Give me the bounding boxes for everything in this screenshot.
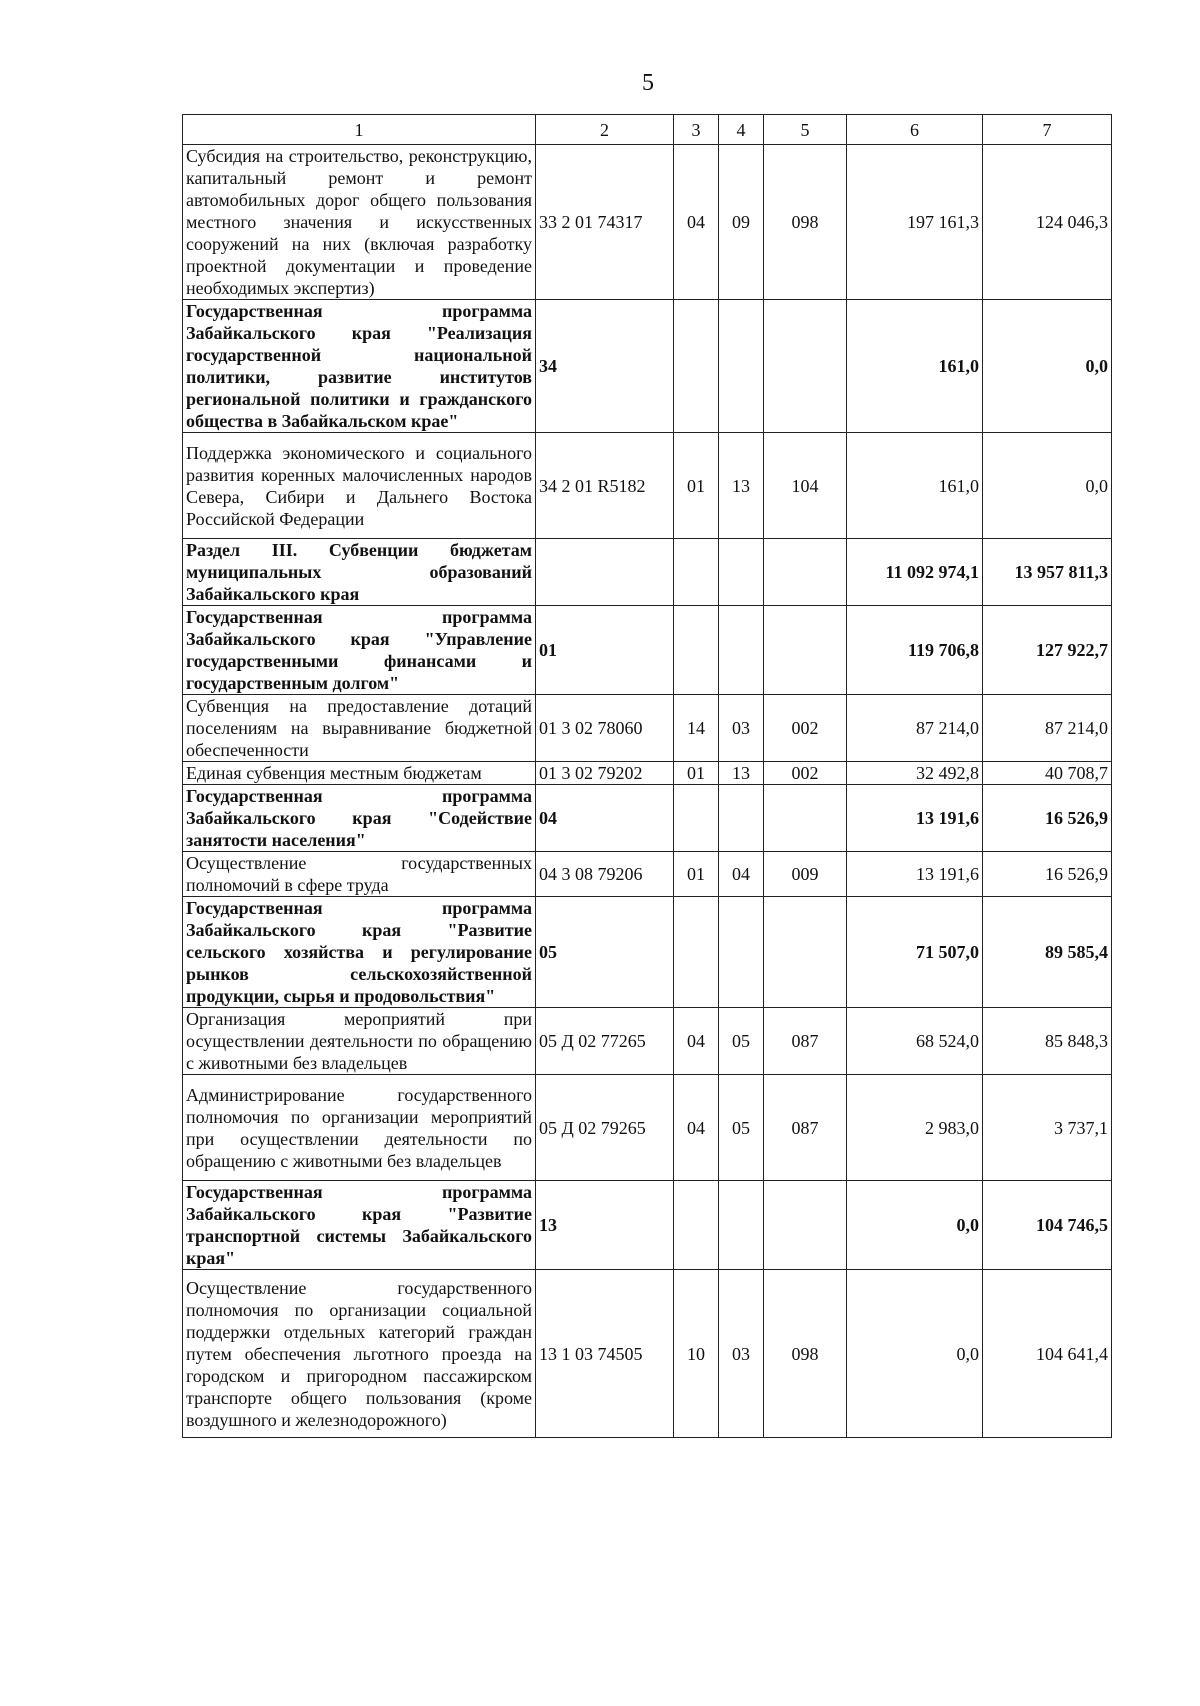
row-subsection: 03 [719,1270,764,1438]
row-sum-year2: 13 957 811,3 [983,539,1112,606]
row-expense-type [764,539,847,606]
row-code [536,539,674,606]
row-expense-type [764,300,847,433]
row-expense-type: 002 [764,762,847,785]
table-row [183,785,1112,852]
row-expense-type: 009 [764,852,847,897]
row-sum-year2: 104 746,5 [983,1181,1112,1270]
row-section: 04 [674,1075,719,1181]
row-name: Государственная программа Забайкальского края "Управление государственными финансами и государственным долгом" [183,606,536,695]
row-subsection [719,1181,764,1270]
table-row [183,1075,1112,1181]
row-sum-year2: 0,0 [983,300,1112,433]
table-row [183,897,1112,1008]
table-row [183,1270,1112,1438]
header-col-5: 5 [764,115,847,145]
table-row [183,433,1112,539]
header-col-2: 2 [536,115,674,145]
row-section [674,300,719,433]
row-subsection: 03 [719,695,764,762]
row-sum-year2: 85 848,3 [983,1008,1112,1075]
header-col-6: 6 [847,115,983,145]
row-sum-year1: 68 524,0 [847,1008,983,1075]
row-sum-year1: 161,0 [847,300,983,433]
row-name: Организация мероприятий при осуществлении деятельности по обращению с животными без владельцев [183,1008,536,1075]
row-code: 04 3 08 79206 [536,852,674,897]
row-sum-year2: 16 526,9 [983,785,1112,852]
table-row [183,1008,1112,1075]
row-sum-year1: 32 492,8 [847,762,983,785]
header-col-4: 4 [719,115,764,145]
row-sum-year1: 197 161,3 [847,145,983,300]
page-number: 5 [642,70,654,96]
row-code: 13 1 03 74505 [536,1270,674,1438]
row-code: 33 2 01 74317 [536,145,674,300]
row-expense-type: 087 [764,1075,847,1181]
row-subsection: 04 [719,852,764,897]
row-code: 01 3 02 78060 [536,695,674,762]
row-sum-year2: 16 526,9 [983,852,1112,897]
row-name: Раздел III. Субвенции бюджетам муниципальных образований Забайкальского края [183,539,536,606]
row-expense-type [764,606,847,695]
row-name: Государственная программа Забайкальского края "Содействие занятости населения" [183,785,536,852]
row-name: Субсидия на строительство, реконструкцию, капитальный ремонт и ремонт автомобильных дорог общего пользования местного значения и искусственных сооружений на них (включая разработку проектной документации и проведение необходимых экспертиз) [183,145,536,300]
row-sum-year2: 104 641,4 [983,1270,1112,1438]
row-name: Субвенция на предоставление дотаций поселениям на выравнивание бюджетной обеспеченности [183,695,536,762]
header-col-3: 3 [674,115,719,145]
table-row [183,1181,1112,1270]
row-sum-year1: 119 706,8 [847,606,983,695]
row-section: 01 [674,852,719,897]
row-expense-type [764,897,847,1008]
row-name: Осуществление государственного полномочия по организации социальной поддержки отдельных категорий граждан путем обеспечения льготного проезда на городском и пригородном пассажирском транспорте общего пользования (кроме воздушного и железнодорожного) [183,1270,536,1438]
row-code: 05 Д 02 77265 [536,1008,674,1075]
row-code: 05 [536,897,674,1008]
table-row [183,852,1112,897]
row-name: Администрирование государственного полномочия по организации мероприятий при осуществлении деятельности по обращению с животными без владельцев [183,1075,536,1181]
row-sum-year2: 40 708,7 [983,762,1112,785]
row-expense-type: 104 [764,433,847,539]
row-sum-year1: 87 214,0 [847,695,983,762]
row-sum-year1: 13 191,6 [847,785,983,852]
row-code: 04 [536,785,674,852]
row-subsection: 13 [719,433,764,539]
row-expense-type: 098 [764,145,847,300]
table-header-row [183,115,1112,145]
row-sum-year2: 89 585,4 [983,897,1112,1008]
row-section: 10 [674,1270,719,1438]
row-expense-type: 002 [764,695,847,762]
row-code: 13 [536,1181,674,1270]
row-expense-type [764,785,847,852]
row-subsection: 13 [719,762,764,785]
row-code: 34 [536,300,674,433]
table-row [183,695,1112,762]
row-subsection [719,300,764,433]
row-sum-year1: 13 191,6 [847,852,983,897]
row-sum-year1: 2 983,0 [847,1075,983,1181]
row-sum-year1: 71 507,0 [847,897,983,1008]
row-subsection: 09 [719,145,764,300]
row-sum-year1: 161,0 [847,433,983,539]
row-expense-type [764,1181,847,1270]
row-section [674,1181,719,1270]
row-sum-year2: 124 046,3 [983,145,1112,300]
table-row [183,539,1112,606]
row-name: Государственная программа Забайкальского края "Реализация государственной национальной политики, развитие институтов региональной политики и гражданского общества в Забайкальском крае" [183,300,536,433]
row-sum-year2: 3 737,1 [983,1075,1112,1181]
row-sum-year2: 87 214,0 [983,695,1112,762]
header-col-1: 1 [183,115,536,145]
table-row [183,762,1112,785]
row-code: 01 [536,606,674,695]
row-subsection [719,897,764,1008]
row-name: Государственная программа Забайкальского края "Развитие транспортной системы Забайкальского края" [183,1181,536,1270]
row-code: 01 3 02 79202 [536,762,674,785]
row-code: 34 2 01 R5182 [536,433,674,539]
row-section [674,897,719,1008]
row-section: 01 [674,762,719,785]
row-section [674,785,719,852]
row-code: 05 Д 02 79265 [536,1075,674,1181]
row-section [674,606,719,695]
row-subsection [719,539,764,606]
row-section: 04 [674,145,719,300]
row-expense-type: 098 [764,1270,847,1438]
table-row [183,300,1112,433]
row-sum-year2: 127 922,7 [983,606,1112,695]
row-sum-year2: 0,0 [983,433,1112,539]
row-subsection [719,785,764,852]
row-section: 01 [674,433,719,539]
row-subsection: 05 [719,1008,764,1075]
row-section [674,539,719,606]
table-row [183,606,1112,695]
row-name: Государственная программа Забайкальского края "Развитие сельского хозяйства и регулирование рынков сельскохозяйственной продукции, сырья и продовольствия" [183,897,536,1008]
header-col-7: 7 [983,115,1112,145]
row-sum-year1: 0,0 [847,1181,983,1270]
row-section: 14 [674,695,719,762]
row-name: Единая субвенция местным бюджетам [183,762,536,785]
row-expense-type: 087 [764,1008,847,1075]
row-name: Осуществление государственных полномочий в сфере труда [183,852,536,897]
row-sum-year1: 0,0 [847,1270,983,1438]
table-row [183,145,1112,300]
row-sum-year1: 11 092 974,1 [847,539,983,606]
budget-table [182,114,1112,1438]
row-section: 04 [674,1008,719,1075]
row-subsection: 05 [719,1075,764,1181]
row-subsection [719,606,764,695]
row-name: Поддержка экономического и социального развития коренных малочисленных народов Севера, Сибири и Дальнего Востока Российской Федерации [183,433,536,539]
